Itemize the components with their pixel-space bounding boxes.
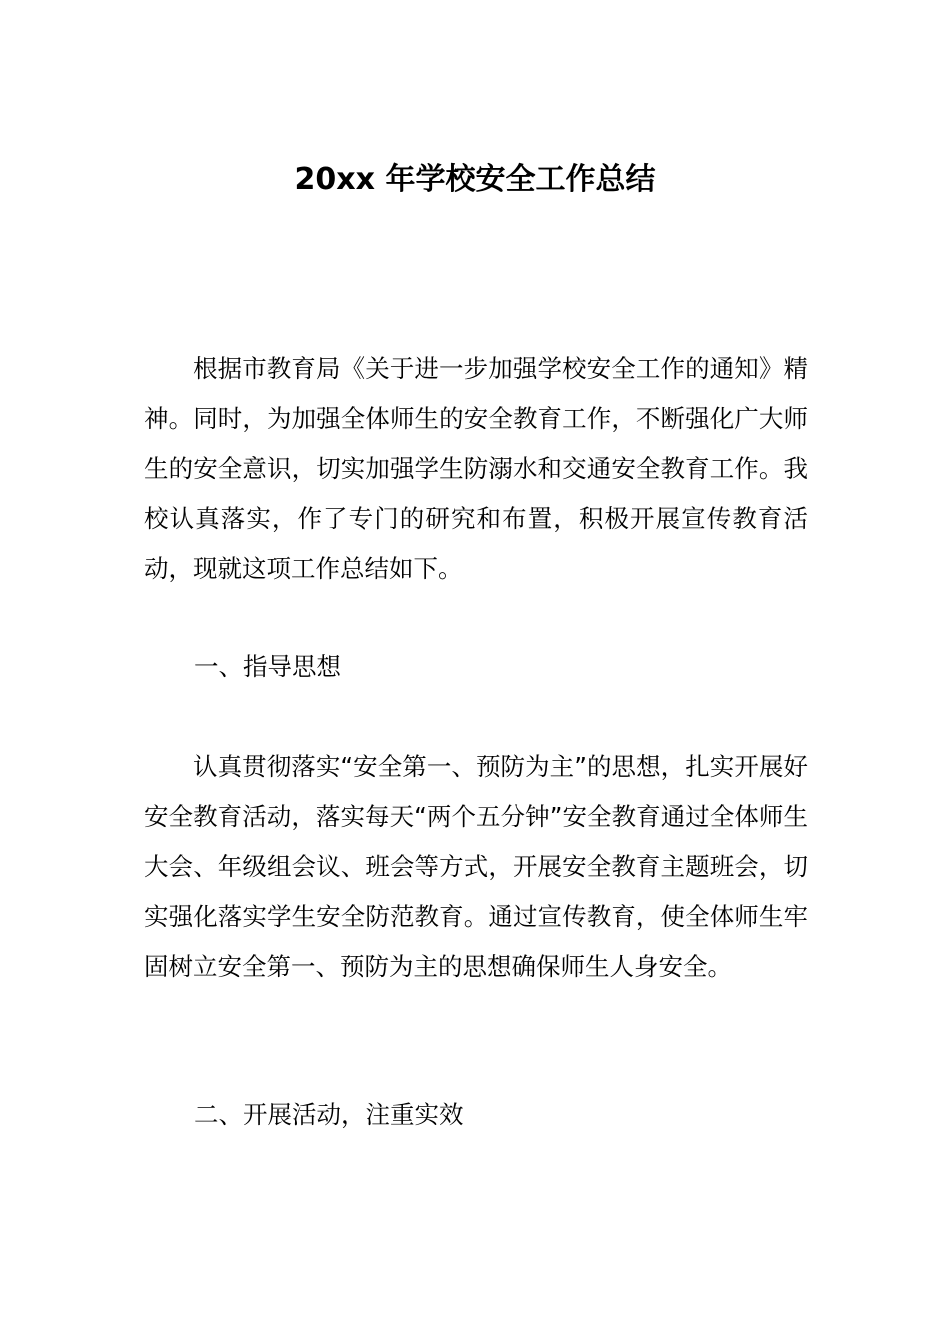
- section-heading-guiding-ideology: 一、指导思想: [194, 652, 341, 681]
- intro-paragraph: 根据市教育局《关于进一步加强学校安全工作的通知》精神。同时，为加强全体师生的安全教育工作，不断强化广大师生的安全意识，切实加强学生防溺水和交通安全教育工作。我校认真落实，作了专门的研究和布置，积极开展宣传教育活动，现就这项工作总结如下。: [144, 354, 808, 583]
- document-title: 20xx 年学校安全工作总结: [294, 162, 656, 197]
- section-heading-activities: 二、开展活动，注重实效: [194, 1100, 464, 1129]
- guiding-ideology-paragraph: 认真贯彻落实“安全第一、预防为主”的思想，扎实开展好安全教育活动，落实每天“两个五分钟”安全教育通过全体师生大会、年级组会议、班会等方式，开展安全教育主题班会，切实强化落实学生安全防范教育。通过宣传教育，使全体师生牢固树立安全第一、预防为主的思想确保师生人身安全。: [144, 752, 808, 981]
